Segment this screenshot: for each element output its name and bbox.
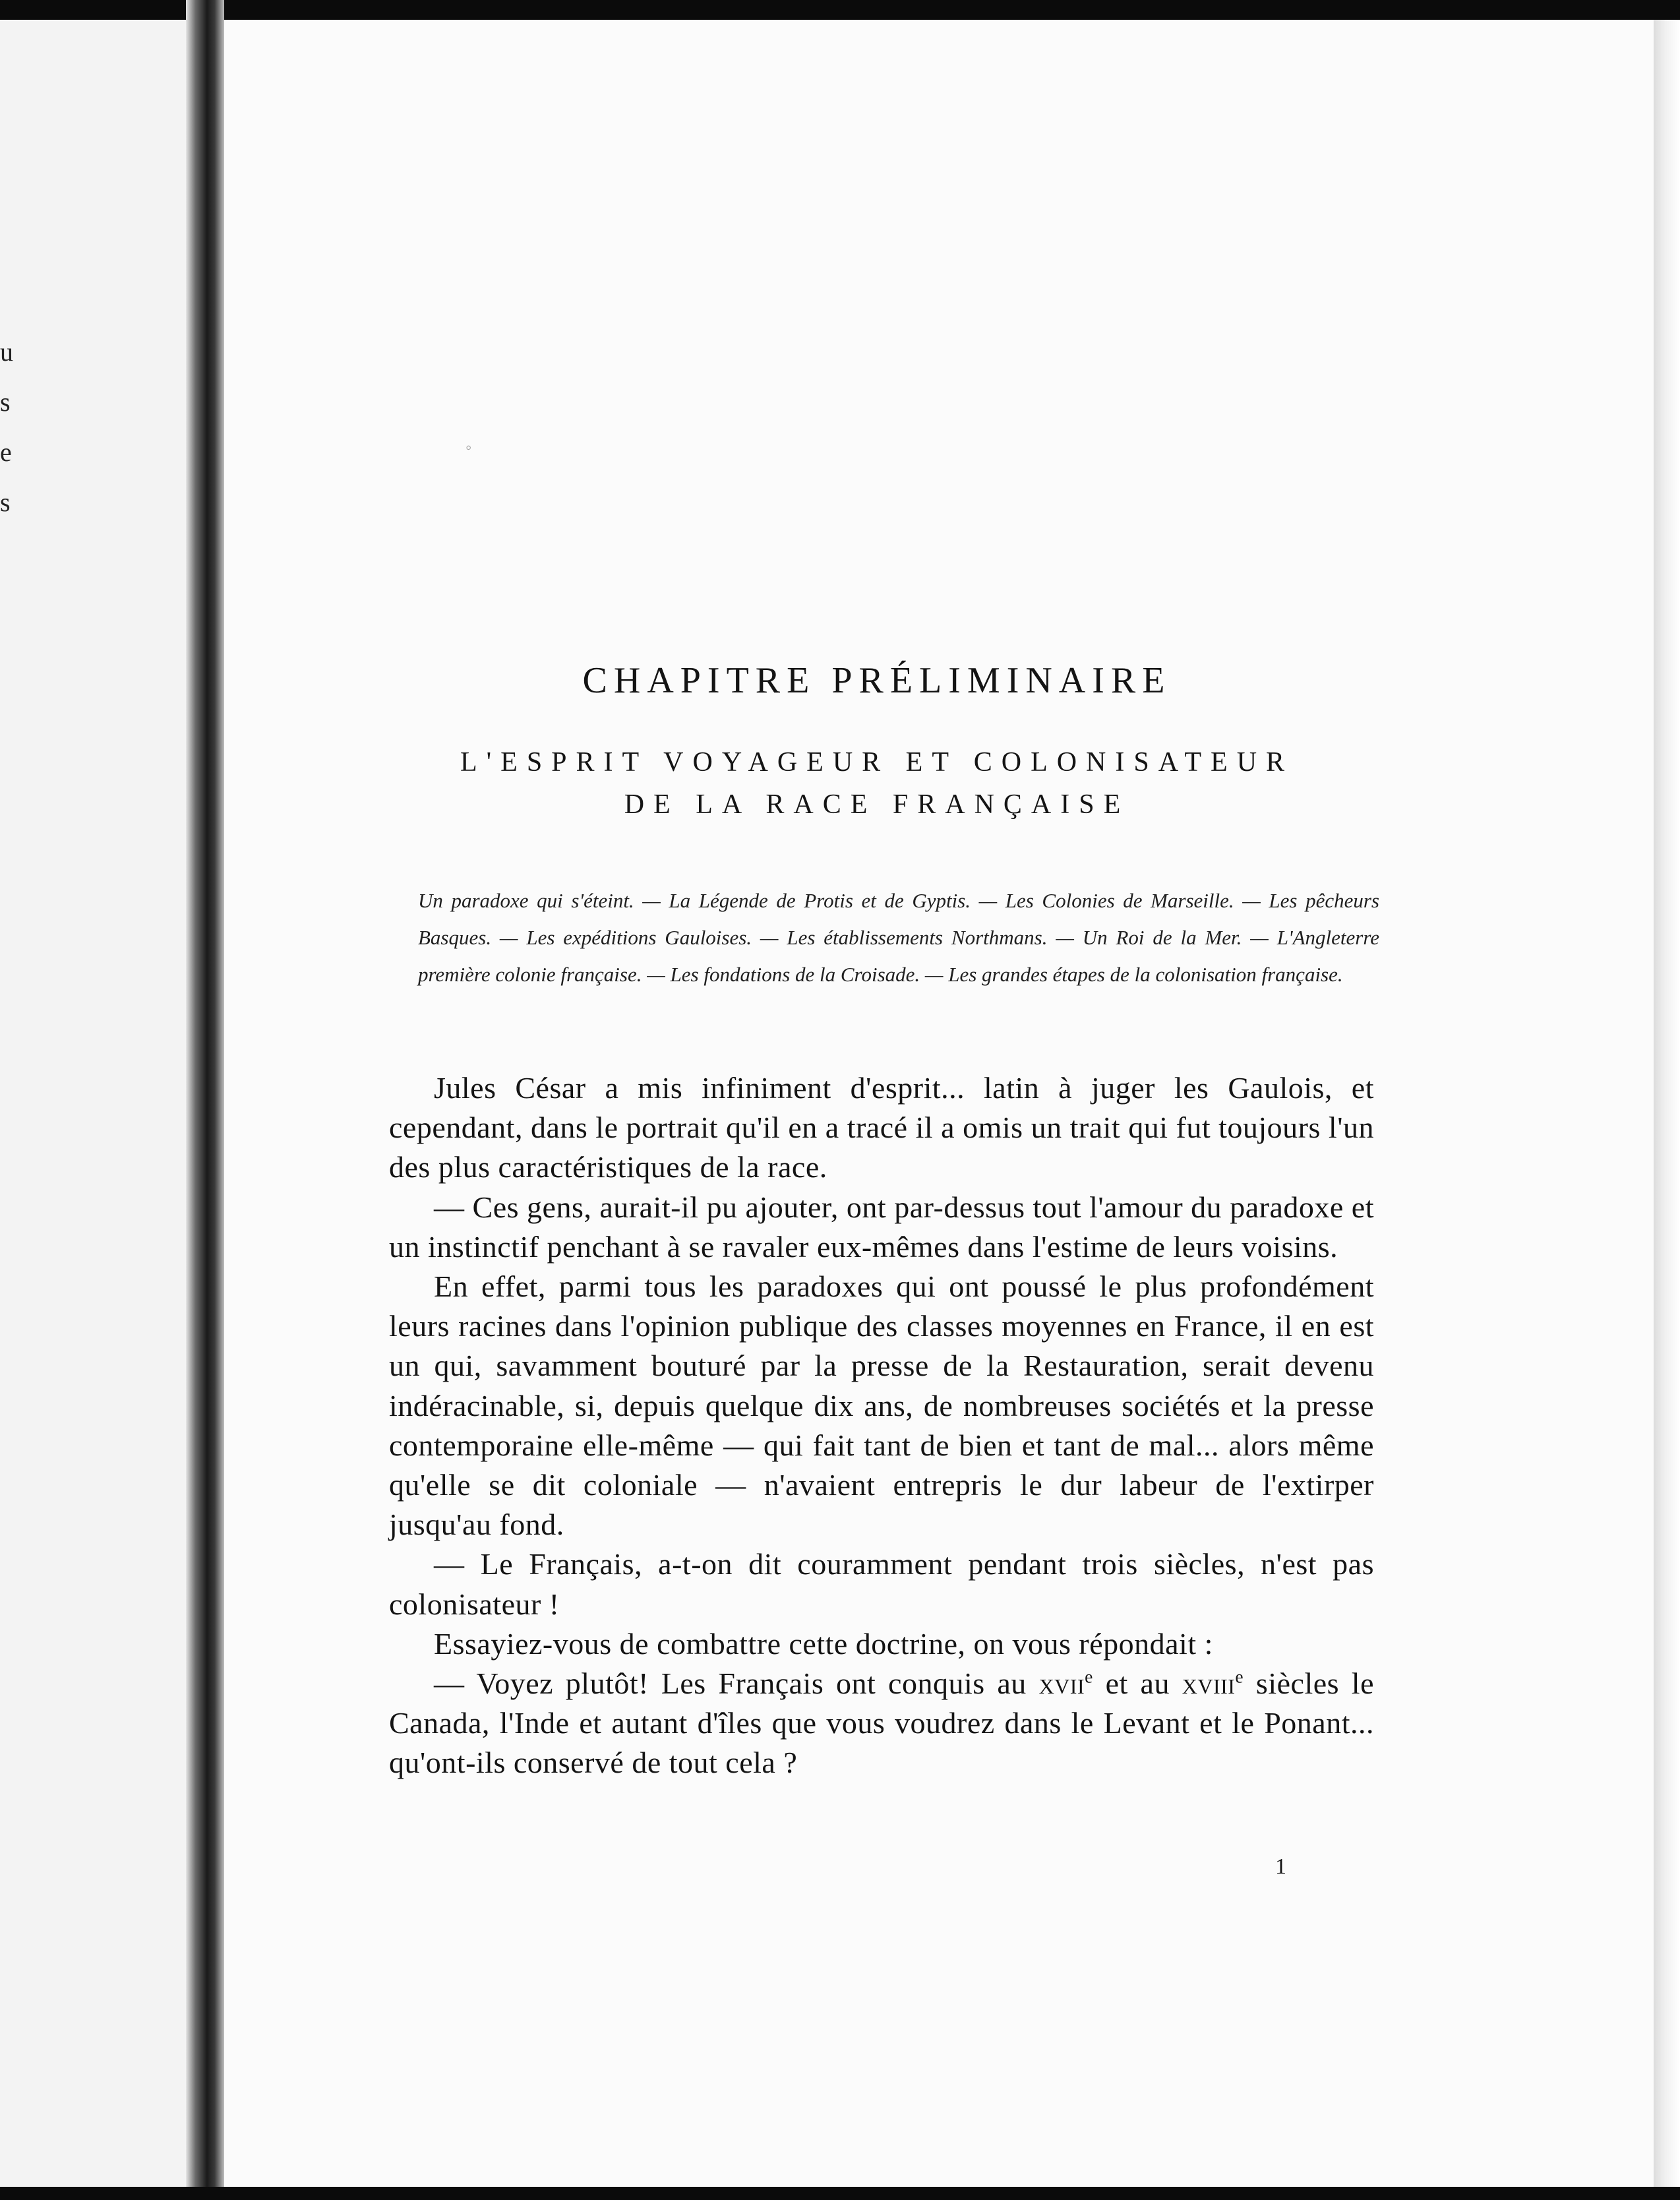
paragraph: — Ces gens, aurait-il pu ajouter, ont par-dessus tout l'amour du paradoxe et un instinctif penchant à se ravaler eux-mêmes dans l'estime de leurs voisins.: [389, 1190, 1374, 1264]
paragraph: En effet, parmi tous les paradoxes qui ont poussé le plus profondément leurs racines dans l'opinion publique des classes moyennes en France, il en est un qui, savamment bouturé par la presse de la Restauration, serait devenu indéracinable, si, depuis quelque dix ans, de nombreuses sociétés et la presse contemporaine elle-même — qui fait tant de bien et tant de mal... alors même qu'elle se dit coloniale — n'avaient entrepris le dur labeur de l'extirper jusqu'au fond.: [389, 1269, 1374, 1542]
chapter-body: [389, 1068, 1374, 1783]
previous-page-fragment: s: [0, 487, 11, 517]
previous-page-fragment: e: [0, 437, 12, 467]
book-gutter: [186, 0, 224, 2200]
century-numeral: xvii: [1038, 1666, 1085, 1701]
paragraph: Jules César a mis infiniment d'esprit... latin à juger les Gaulois, et cependant, dans le portrait qu'il en a tracé il a omis un trait qui fut toujours l'un des plus caractéristiques de la race.: [389, 1071, 1374, 1184]
previous-page-margin: [0, 20, 186, 2187]
paragraph: — Le Français, a-t-on dit couramment pendant trois siècles, n'est pas colonisateur !: [389, 1547, 1374, 1621]
chapter-subtitle-line-1: L'ESPRIT VOYAGEUR ET COLONISATEUR: [460, 747, 1294, 778]
chapter-subtitle-line-2: DE LA RACE FRANÇAISE: [624, 789, 1130, 820]
superscript: e: [1085, 1666, 1093, 1687]
paragraph-text: — Voyez plutôt! Les Français ont conquis au: [434, 1666, 1039, 1701]
stray-mark-icon: ◦: [465, 438, 472, 457]
page-edge: [1654, 20, 1680, 2187]
previous-page-fragment: u: [0, 337, 13, 367]
paragraph-text: siècles le Canada, l'Inde et autant d'îles que vous voudrez dans le Levant et le Ponant... qu'ont-ils conservé de tout cela ?: [389, 1666, 1374, 1780]
scan-bottom-border: [0, 2187, 1680, 2200]
chapter-title: CHAPITRE PRÉLIMINAIRE: [582, 660, 1172, 701]
century-numeral: xviii: [1182, 1666, 1236, 1701]
paragraph-text: et au: [1093, 1666, 1182, 1701]
previous-page-fragment: s: [0, 387, 11, 417]
paragraph: [389, 1664, 1374, 1783]
page-number: 1: [1275, 1854, 1286, 1879]
superscript: e: [1235, 1666, 1244, 1687]
scan-top-border: [0, 0, 1680, 20]
paragraph: Essayiez-vous de combattre cette doctrine, on vous répondait :: [434, 1626, 1213, 1661]
chapter-summary: Un paradoxe qui s'éteint. — La Légende de Protis et de Gyptis. — Les Colonies de Marseille. — Les pêcheurs Basques. — Les expéditions Gauloises. — Les établissements Northmans. — Un Roi de la Mer. — L'Angleterre première colonie française. — Les fondations de la Croisade. — Les grandes étapes de la colonisation française.: [418, 889, 1379, 986]
